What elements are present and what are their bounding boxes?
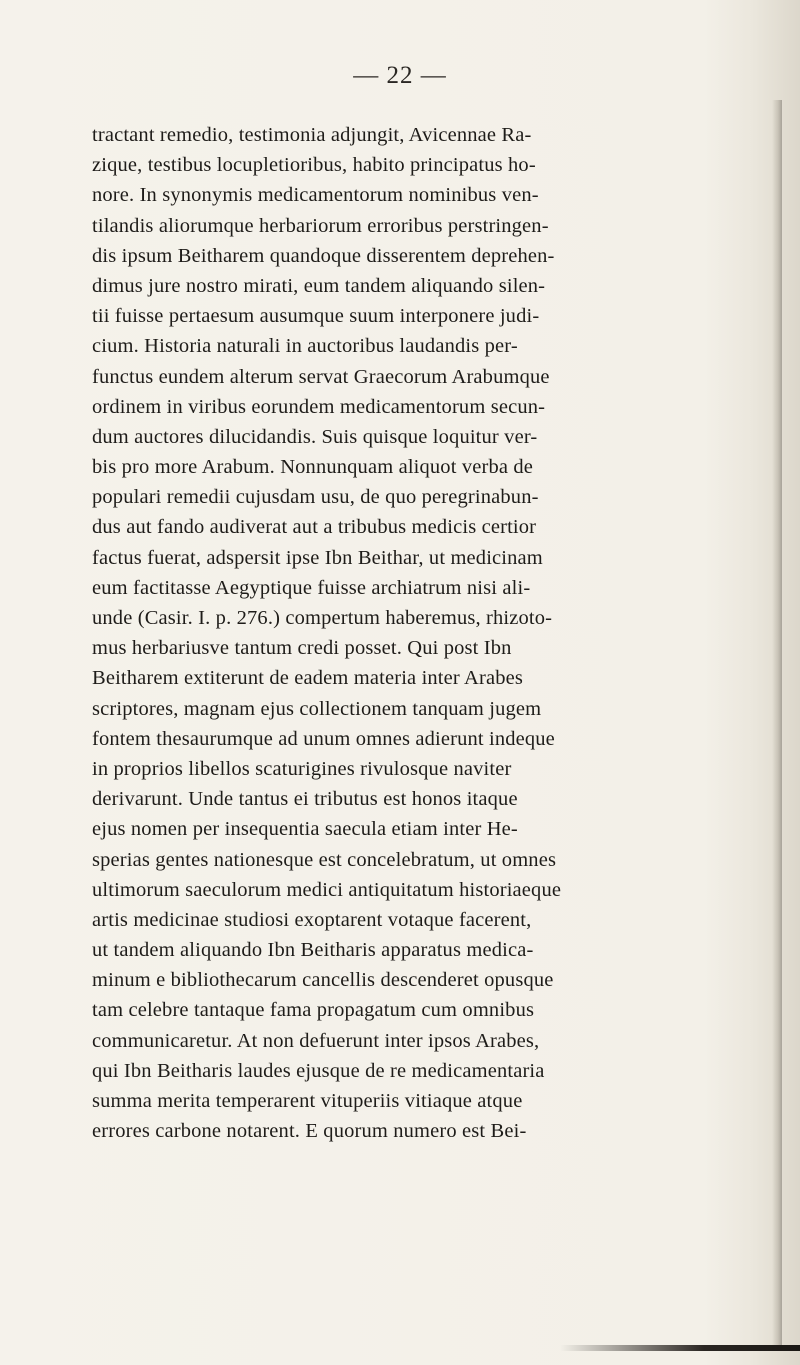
text-line: dimus jure nostro mirati, eum tandem aliquando silen- (92, 274, 546, 297)
binding-gutter (772, 100, 782, 1350)
text-line: Beitharem extiterunt de eadem materia inter Arabes (92, 667, 523, 690)
text-line: functus eundem alterum servat Graecorum Arabumque (92, 365, 550, 388)
text-line: tii fuisse pertaesum ausumque suum interponere judi- (92, 305, 540, 328)
text-line: tilandis aliorumque herbariorum erroribus perstringen- (92, 214, 549, 237)
text-line: tractant remedio, testimonia adjungit, Avicennae Ra- (92, 124, 532, 146)
text-line: qui Ibn Beitharis laudes ejusque de re medicamentaria (92, 1059, 545, 1082)
text-line: populari remedii cujusdam usu, de quo peregrinabun- (92, 486, 539, 509)
text-line: tam celebre tantaque fama propagatum cum omnibus (92, 999, 535, 1022)
text-line: cium. Historia naturali in auctoribus laudandis per- (92, 335, 518, 358)
page-edge-shadow (560, 1345, 800, 1351)
text-line: ultimorum saeculorum medici antiquitatum historiaeque (92, 878, 562, 901)
text-line: eum factitasse Aegyptique fuisse archiatrum nisi ali- (92, 576, 531, 599)
text-line: derivarunt. Unde tantus ei tributus est honos itaque (92, 788, 518, 811)
text-line: ejus nomen per insequentia saecula etiam inter He- (92, 818, 518, 841)
text-line: errores carbone notarent. E quorum numero est Bei- (92, 1120, 527, 1143)
text-line: nore. In synonymis medicamentorum nominibus ven- (92, 184, 539, 207)
text-line: fontem thesaurumque ad unum omnes adierunt indeque (92, 727, 555, 750)
text-line: ut tandem aliquando Ibn Beitharis apparatus medica- (92, 939, 534, 962)
text-line: summa merita temperarent vituperiis vitiaque atque (92, 1090, 523, 1112)
text-line: dis ipsum Beitharem quandoque disserentem deprehen- (92, 244, 555, 267)
text-line: sperias gentes nationesque est concelebratum, ut omnes (92, 848, 557, 871)
text-line: in proprios libellos scaturigines rivulosque naviter (92, 757, 512, 780)
text-line: unde (Casir. I. p. 276.) compertum haberemus, rhizoto- (92, 607, 553, 629)
page-number-header: — 22 — (353, 62, 447, 89)
text-line: dum auctores dilucidandis. Suis quisque loquitur ver- (92, 425, 538, 448)
text-line: zique, testibus locupletioribus, habito principatus ho- (92, 154, 536, 177)
body-text-block (92, 120, 770, 1146)
text-line: factus fuerat, adspersit ipse Ibn Beithar, ut medicinam (92, 546, 543, 569)
text-line: communicaretur. At non defuerunt inter ipsos Arabes, (92, 1029, 540, 1052)
text-line: scriptores, magnam ejus collectionem tanquam jugem (92, 697, 542, 720)
text-line: mus herbariusve tantum credi posset. Qui post Ibn (92, 637, 512, 660)
text-line: bis pro more Arabum. Nonnunquam aliquot verba de (92, 456, 534, 479)
text-line: ordinem in viribus eorundem medicamentorum secun- (92, 395, 546, 418)
text-line: artis medicinae studiosi exoptarent votaque facerent, (92, 908, 532, 931)
text-line: dus aut fando audiverat aut a tribubus medicis certior (92, 516, 537, 539)
text-line: minum e bibliothecarum cancellis descenderet opusque (92, 969, 554, 992)
